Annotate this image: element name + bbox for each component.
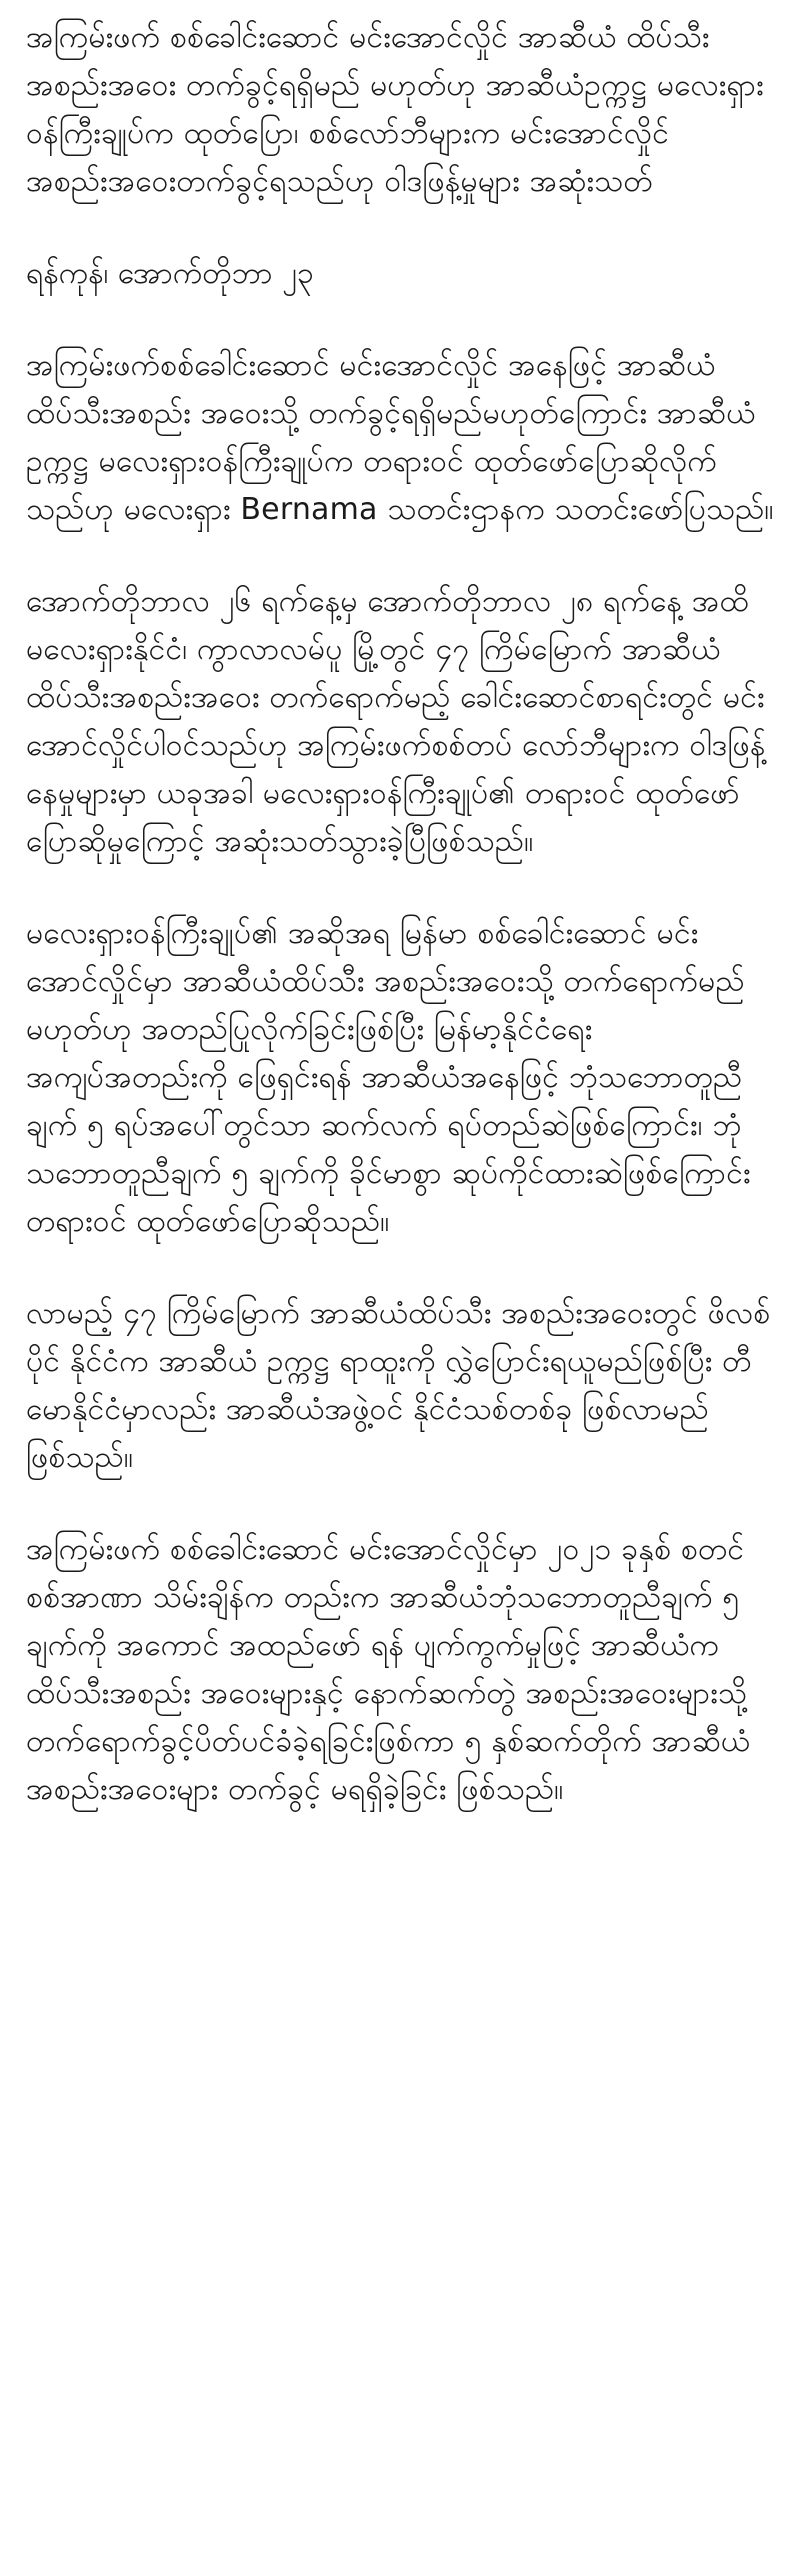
article-paragraph: အကြမ်းဖက်စစ်ခေါင်းဆောင် မင်းအောင်လှိုင် အနေဖြင့် အာဆီယံ ထိပ်သီးအစည်း အဝေးသို့ တက်ခွင့်ရရှိမည်မဟုတ်ကြောင်း အာဆီယံဥက္ကဋ္ဌ မလေးရှားဝန်ကြီးချုပ်က တရားဝင် ထုတ်ဖော်ပြောဆိုလိုက်သည်ဟု မလေးရှား Bernama သတင်းဌာနက သတင်းဖော်ပြသည်။ bbox=[26, 348, 774, 527]
article-paragraph: မလေးရှားဝန်ကြီးချုပ်၏ အဆိုအရ မြန်မာ စစ်ခေါင်းဆောင် မင်းအောင်လှိုင်မှာ အာဆီယံထိပ်သီး အစည်းအဝေးသို့ တက်ရောက်မည် မဟုတ်ဟု အတည်ပြုလိုက်ခြင်းဖြစ်ပြီး မြန်မာ့နိုင်ငံရေး အကျပ်အတည်းကို ဖြေရှင်းရန် အာဆီယံအနေဖြင့် ဘုံသဘောတူညီချက် ၅ ရပ်အပေါ်တွင်သာ ဆက်လက် ရပ်တည်ဆဲဖြစ်ကြောင်း၊ ဘုံသဘောတူညီချက် ၅ ချက်ကို ခိုင်မာစွာ ဆုပ်ကိုင်ထားဆဲဖြစ်ကြောင်း တရားဝင် ထုတ်ဖော်ပြောဆိုသည်။ bbox=[26, 916, 751, 1239]
article-paragraph: လာမည့် ၄၇ ကြိမ်မြောက် အာဆီယံထိပ်သီး အစည်းအဝေးတွင် ဖိလစ်ပိုင် နိုင်ငံက အာဆီယံ ဥက္ကဋ္ဌ ရာထူးကို လွှဲပြောင်းရယူမည်ဖြစ်ပြီး တီမောနိုင်ငံမှာလည်း အာဆီယံအဖွဲ့ဝင် နိုင်ငံသစ်တစ်ခု ဖြစ်လာမည်ဖြစ်သည်။ bbox=[26, 1296, 771, 1475]
article-headline: အကြမ်းဖက် စစ်ခေါင်းဆောင် မင်းအောင်လှိုင် အာဆီယံ ထိပ်သီးအစည်းအဝေး တက်ခွင့်ရရှိမည် မဟုတ်ဟု အာဆီယံဥက္ကဋ္ဌ မလေးရှားဝန်ကြီးချုပ်က ထုတ်ပြော၊ စစ်လော်ဘီများက မင်းအောင်လှိုင် အစည်းအဝေးတက်ခွင့်ရသည်ဟု ဝါဒဖြန့်မှုများ အဆုံးသတ် bbox=[26, 20, 764, 199]
article-dateline: ရန်ကုန်၊ အောက်တိုဘာ ၂၃ bbox=[26, 256, 314, 291]
article-paragraph: အကြမ်းဖက် စစ်ခေါင်းဆောင် မင်းအောင်လှိုင်မှာ ၂၀၂၁ ခုနှစ် စတင် စစ်အာဏာ သိမ်းချိန်က တည်းက အာဆီယံဘုံသဘောတူညီချက် ၅ ချက်ကို အကောင် အထည်ဖော် ရန် ပျက်ကွက်မှုဖြင့် အာဆီယံက ထိပ်သီးအစည်း အဝေးများနှင့် နောက်ဆက်တွဲ အစည်းအဝေးများသို့ တက်ရောက်ခွင့်ပိတ်ပင်ခံခဲ့ရခြင်းဖြစ်ကာ ၅ နှစ်ဆက်တိုက် အာဆီယံအစည်းအဝေးများ တက်ခွင့် မရရှိခဲ့ခြင်း ဖြစ်သည်။ bbox=[26, 1532, 751, 1807]
article-paragraph: အောက်တိုဘာလ ၂၆ ရက်နေ့မှ အောက်တိုဘာလ ၂၈ ရက်နေ့ အထိ မလေးရှားနိုင်ငံ၊ ကွာလာလမ်ပူ မြို့တွင် ၄၇ ကြိမ်မြောက် အာဆီယံ ထိပ်သီးအစည်းအဝေး တက်ရောက်မည့် ခေါင်းဆောင်စာရင်းတွင် မင်းအောင်လှိုင်ပါဝင်သည်ဟု အကြမ်းဖက်စစ်တပ် လော်ဘီများက ဝါဒဖြန့်နေမှုများမှာ ယခုအခါ မလေးရှားဝန်ကြီးချုပ်၏ တရားဝင် ထုတ်ဖော်ပြောဆိုမှုကြောင့် အဆုံးသတ်သွားခဲ့ပြီဖြစ်သည်။ bbox=[26, 584, 766, 859]
